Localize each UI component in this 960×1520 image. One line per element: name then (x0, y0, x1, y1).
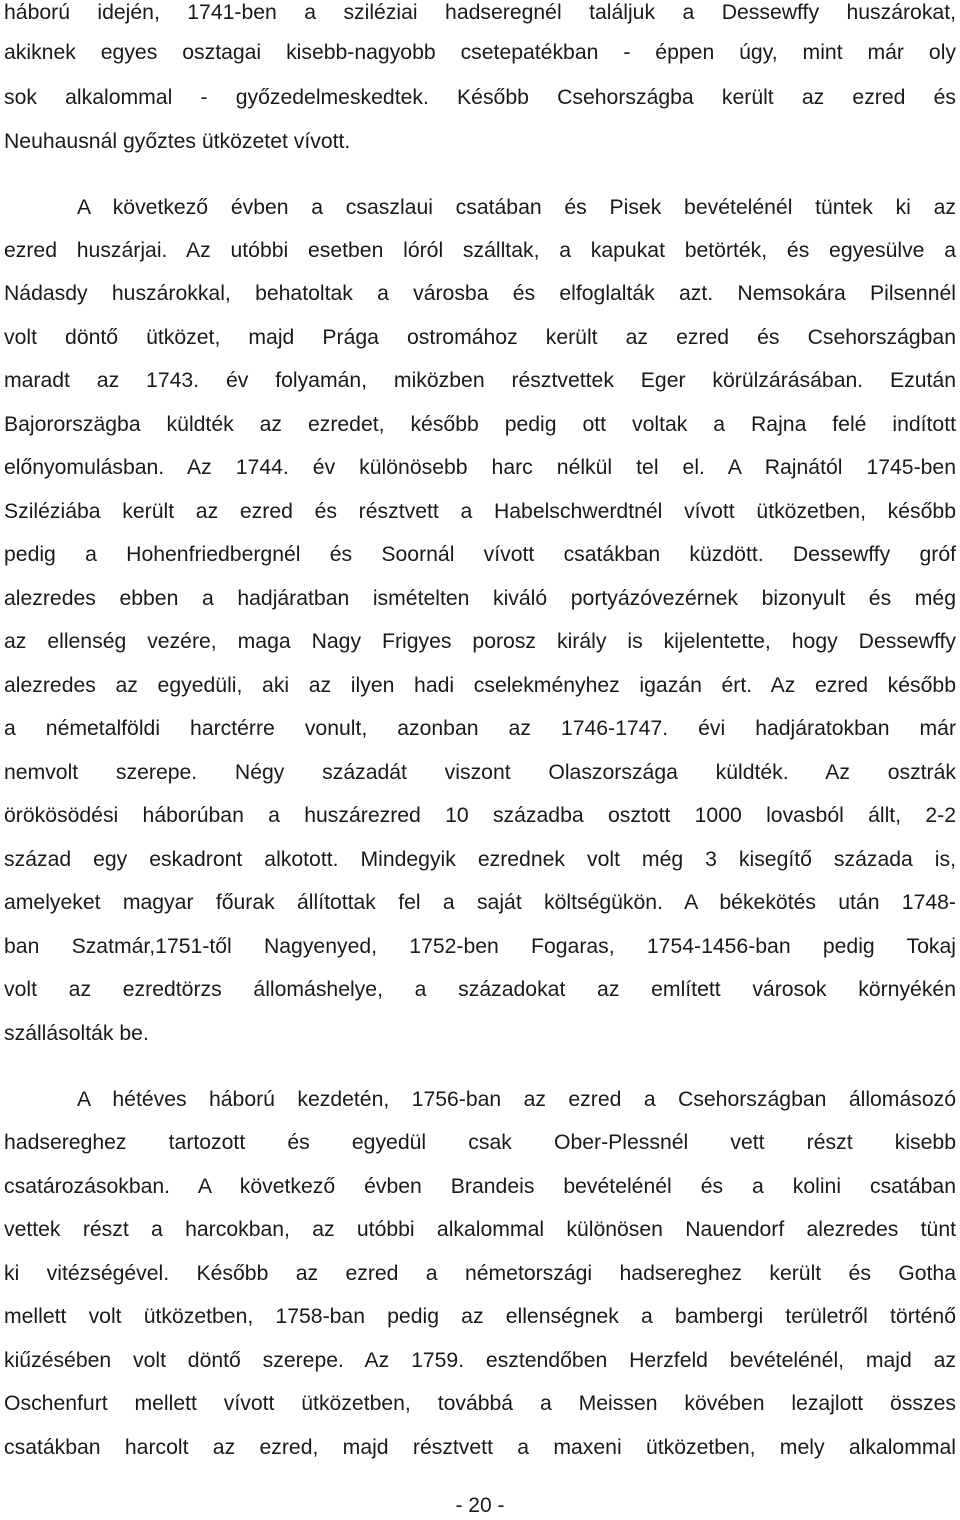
text-line: vettek részt a harcokban, az utóbbi alkalommal különösen Nauendorf alezredes tünt (4, 1218, 956, 1241)
text-line: csatákban harcolt az ezred, majd résztvett a maxeni ütközetben, mely alkalommal (4, 1436, 956, 1459)
text-line: A következő évben a csaszlaui csatában és Pisek bevételénél tüntek ki az (77, 196, 956, 219)
text-line: Sziléziába került az ezred és résztvett a Habelschwerdtnél vívott ütközetben, később (4, 500, 956, 523)
text-line: hadsereghez tartozott és egyedül csak Ober-Plessnél vett részt kisebb (4, 1131, 956, 1154)
text-line: akiknek egyes osztagai kisebb-nagyobb csetepatékban - éppen úgy, mint már oly (4, 41, 956, 64)
text-line: volt döntő ütközet, majd Prága ostromához került az ezred és Csehországban (4, 326, 956, 349)
text-line: az ellenség vezére, maga Nagy Frigyes porosz király is kijelentette, hogy Dessewffy (4, 630, 956, 653)
text-line: háború idején, 1741-ben a sziléziai hadseregnél találjuk a Dessewffy huszárokat, (4, 1, 956, 24)
text-line: előnyomulásban. Az 1744. év különösebb harc nélkül tel el. A Rajnától 1745-ben (4, 456, 956, 479)
text-line: amelyeket magyar főurak állítottak fel a saját költségükön. A békekötés után 1748- (4, 891, 956, 914)
text-line: ezred huszárjai. Az utóbbi esetben lóról szálltak, a kapukat betörték, és egyesülve a (4, 239, 956, 262)
text-line: volt az ezredtörzs állomáshelye, a századokat az említett városok környékén (4, 978, 956, 1001)
text-line: pedig a Hohenfriedbergnél és Soornál vívott csatákban küzdött. Dessewffy gróf (4, 543, 956, 566)
text-line: sok alkalommal - győzedelmeskedtek. Később Csehországba került az ezred és (4, 86, 956, 109)
text-line: csatározásokban. A következő évben Brandeis bevételénél és a kolini csatában (4, 1175, 956, 1198)
page-number: - 20 - (455, 1494, 505, 1517)
text-line: kiűzésében volt döntő szerepe. Az 1759. esztendőben Herzfeld bevételénél, majd az (4, 1349, 956, 1372)
text-line: A hétéves háború kezdetén, 1756-ban az ezred a Csehországban állomásozó (77, 1088, 956, 1111)
text-line: mellett volt ütközetben, 1758-ban pedig az ellenségnek a bambergi területről történő (4, 1305, 956, 1328)
text-line: Bajororszägba küldték az ezredet, később pedig ott voltak a Rajna felé indított (4, 413, 956, 436)
text-line: alezredes az egyedüli, aki az ilyen hadi cselekményhez igazán ért. Az ezred később (4, 674, 956, 697)
text-line: maradt az 1743. év folyamán, miközben résztvettek Eger körülzárásában. Ezután (4, 369, 956, 392)
text-line: a németalföldi harctérre vonult, azonban az 1746-1747. évi hadjáratokban már (4, 717, 956, 740)
text-line: század egy eskadront alkotott. Mindegyik ezrednek volt még 3 kisegítő százada is, (4, 848, 956, 871)
text-line: ki vitézségével. Később az ezred a németországi hadsereghez került és Gotha (4, 1262, 956, 1285)
text-line: Oschenfurt mellett vívott ütközetben, továbbá a Meissen kövében lezajlott összes (4, 1392, 956, 1415)
text-line: Nádasdy huszárokkal, behatoltak a városba és elfoglalták azt. Nemsokára Pilsennél (4, 282, 956, 305)
text-line: szállásolták be. (4, 1022, 149, 1045)
text-line: örökösödési háborúban a huszárezred 10 századba osztott 1000 lovasból állt, 2-2 (4, 804, 956, 827)
text-line: ban Szatmár,1751-től Nagyenyed, 1752-ben Fogaras, 1754-1456-ban pedig Tokaj (4, 935, 956, 958)
text-line: alezredes ebben a hadjáratban ismételten kiváló portyázóvezérnek bizonyult és még (4, 587, 956, 610)
text-line: Neuhausnál győztes ütközetet vívott. (4, 130, 351, 153)
text-line: nemvolt szerepe. Négy századát viszont Olaszországa küldték. Az osztrák (4, 761, 956, 784)
